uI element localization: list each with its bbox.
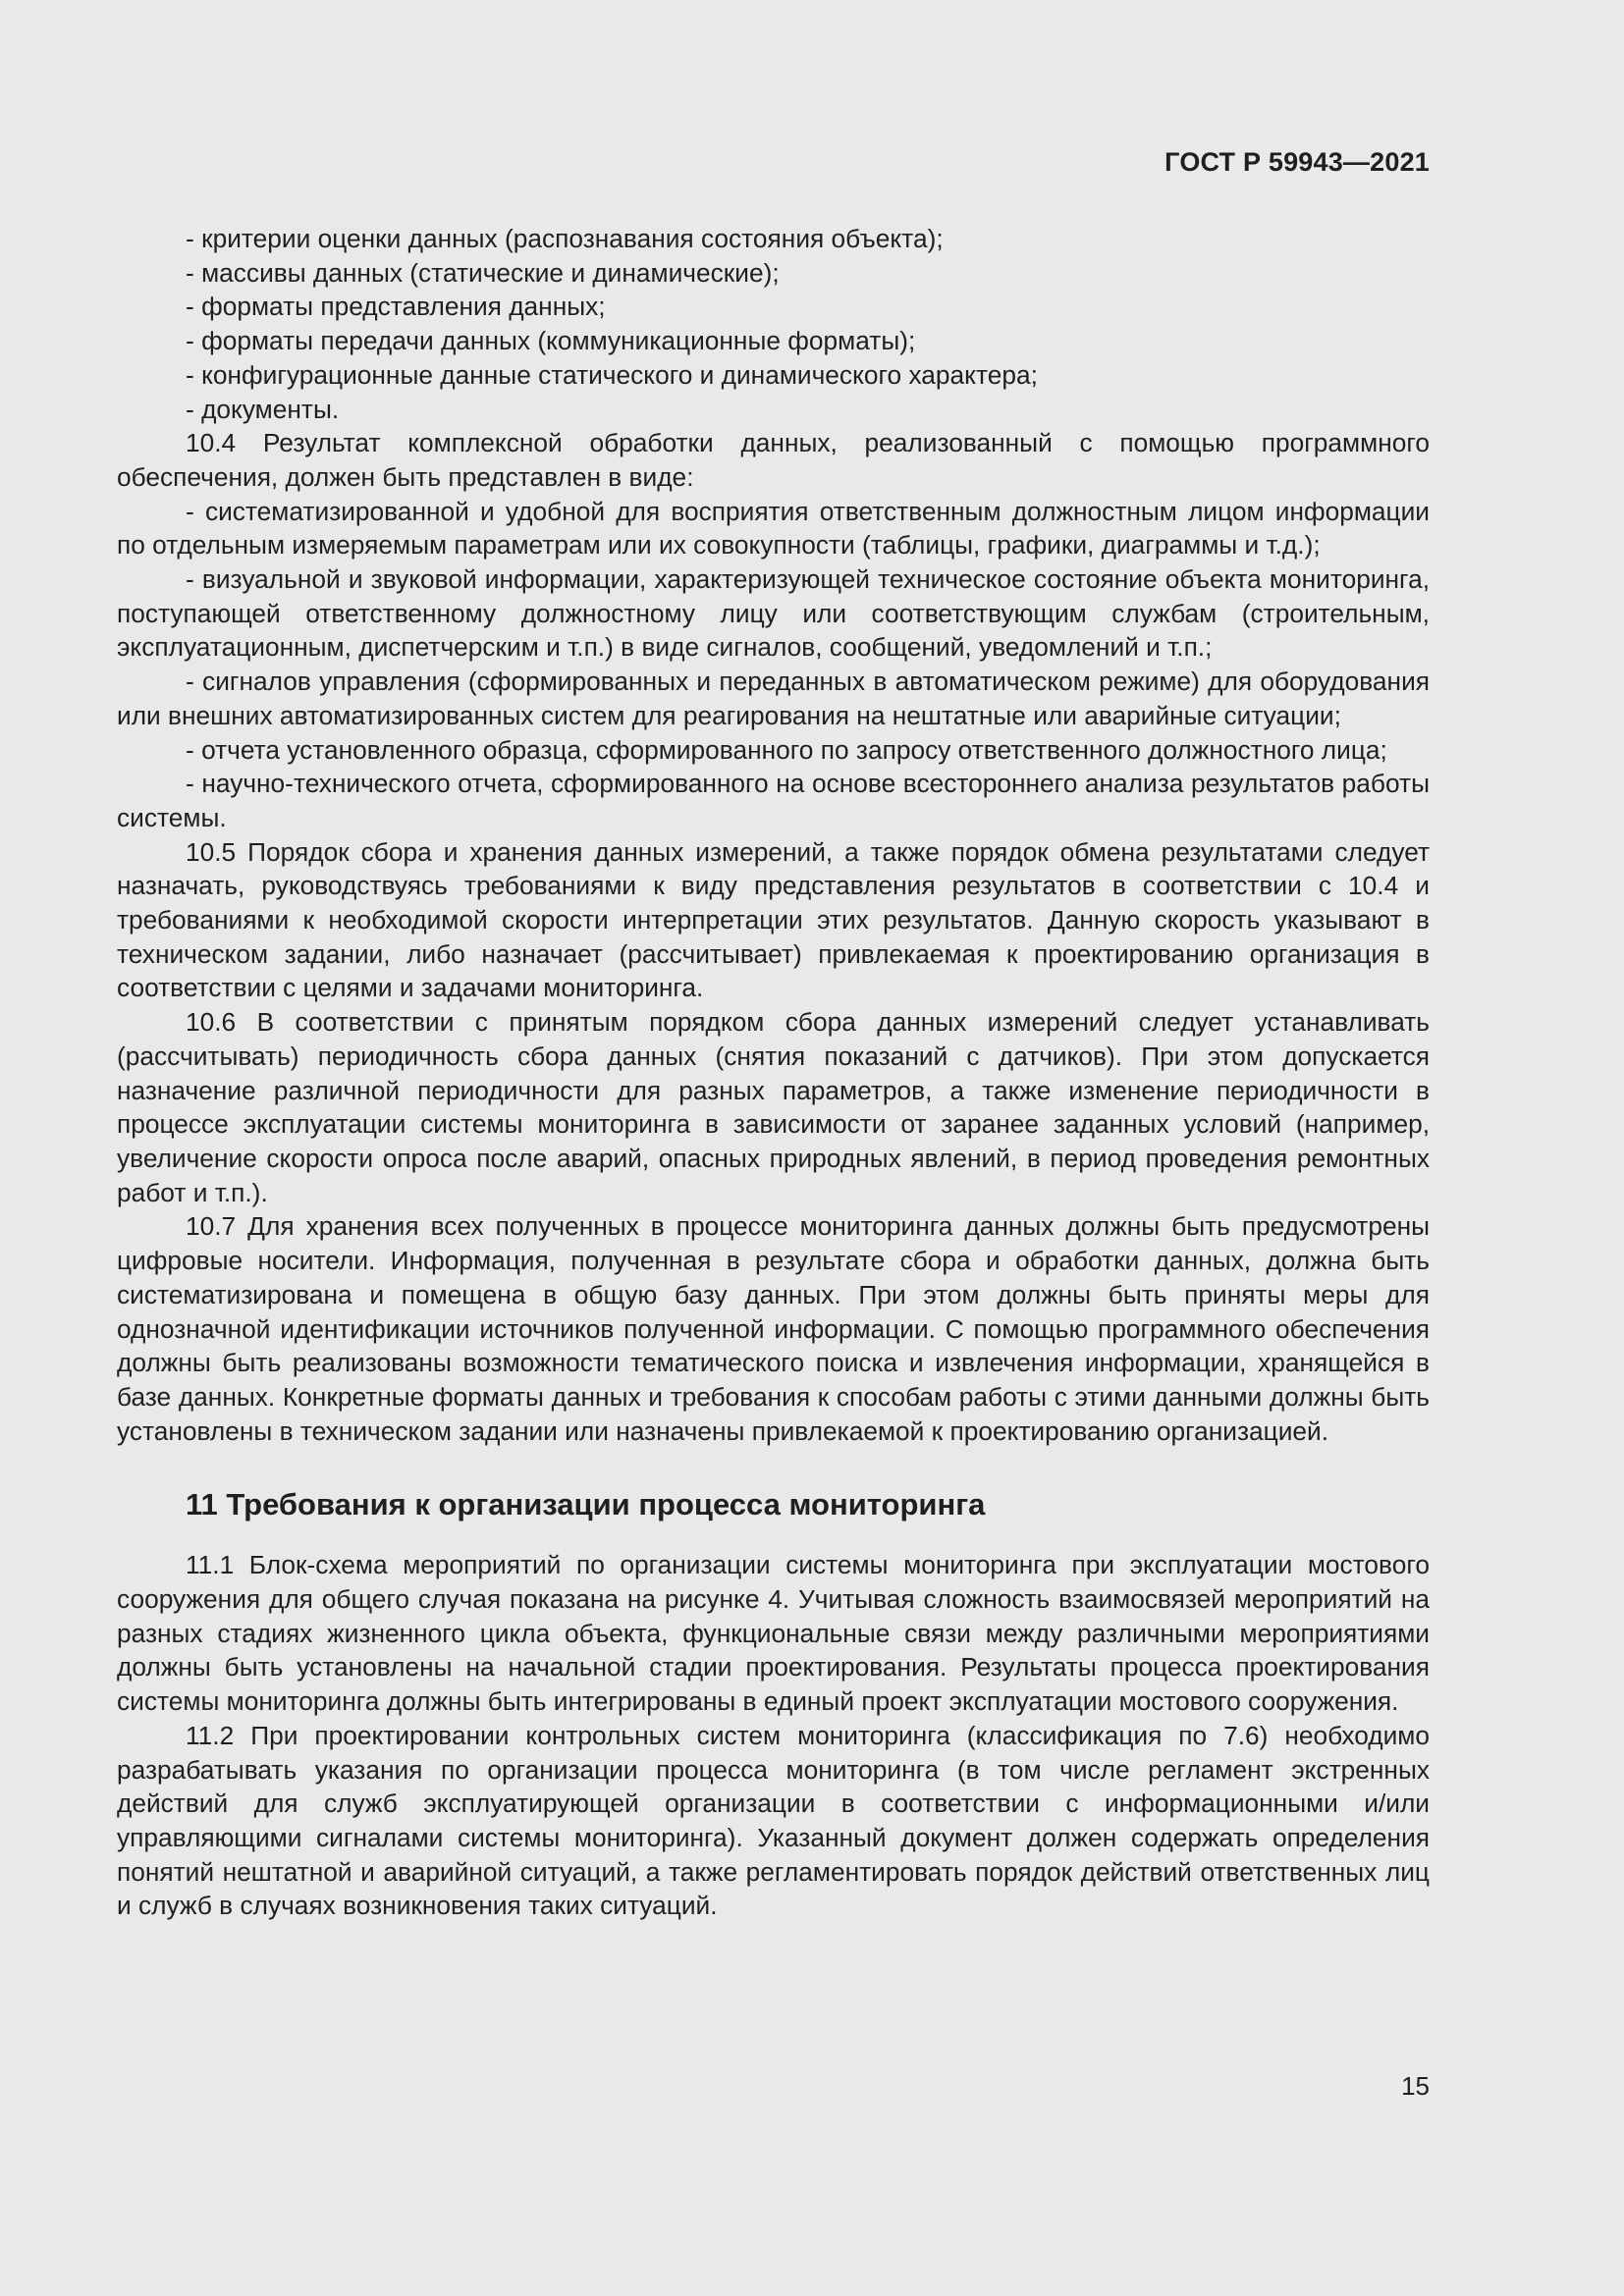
list-item: - массивы данных (статические и динамические);	[186, 257, 780, 288]
clause-10-5: 10.5 Порядок сбора и хранения данных измерений, а также порядок обмена результатами следует назначать, руководствуясь требованиями к виду представления результатов в соответствии с 10.4 и требованиями к необходимой скорости интерпретации этих результатов. Данную скорость указывают в техническом задании, либо назначает (рассчитывает) привлекаемая к проектированию организация в соответствии с целями и задачами мониторинга.	[117, 836, 1430, 1003]
list-item: - форматы передачи данных (коммуникационные форматы);	[186, 326, 916, 356]
document-body	[117, 222, 1430, 1923]
list-item: - научно-технического отчета, сформированного на основе всестороннего анализа результатов работы системы.	[117, 769, 1430, 832]
clause-10-6: 10.6 В соответствии с принятым порядком сбора данных измерений следует устанавливать (рассчитывать) периодичность сбора данных (снятия показаний с датчиков). При этом допускается назначение различной периодичности для разных параметров, а также изменение периодичности в процессе эксплуатации системы мониторинга в зависимости от заранее заданных условий (например, увеличение скорости опроса после аварий, опасных природных явлений, в период проведения ремонтных работ и т.п.).	[117, 1007, 1430, 1207]
list-item: - документы.	[186, 394, 340, 424]
list-item: - отчета установленного образца, сформированного по запросу ответственного должностного лица;	[186, 734, 1387, 765]
list-item: - конфигурационные данные статического и динамического характера;	[186, 359, 1038, 390]
list-item: - систематизированной и удобной для восприятия ответственным должностным лицом информации по отдельным измеряемым параметрам или их совокупности (таблицы, графики, диаграммы и т.д.);	[117, 496, 1430, 561]
clause-10-4: 10.4 Результат комплексной обработки данных, реализованный с помощью программного обеспечения, должен быть представлен в виде:	[117, 428, 1430, 492]
clause-11-2: 11.2 При проектировании контрольных систем мониторинга (классификация по 7.6) необходимо разрабатывать указания по организации процесса мониторинга (в том числе регламент экстренных действий для служб эксплуатирующей организации в соответствии с информационными и/или управляющими сигналами системы мониторинга). Указанный документ должен содержать определения понятий нештатной и аварийной ситуаций, а также регламентировать порядок действий ответственных лиц и служб в случаях возникновения таких ситуаций.	[117, 1720, 1430, 1921]
list-item: - сигналов управления (сформированных и переданных в автоматическом режиме) для оборудования или внешних автоматизированных систем для реагирования на нештатные или аварийные ситуации;	[117, 667, 1430, 730]
clause-10-7: 10.7 Для хранения всех полученных в процессе мониторинга данных должны быть предусмотрены цифровые носители. Информация, полученная в результате сбора и обработки данных, должна быть систематизирована и помещена в общую базу данных. При этом должны быть приняты меры для однозначной идентификации источников полученной информации. С помощью программного обеспечения должны быть реализованы возможности тематического поиска и извлечения информации, хранящейся в базе данных. Конкретные форматы данных и требования к способам работы с этими данными должны быть установлены в техническом задании или назначены привлекаемой к проектированию организацией.	[117, 1211, 1430, 1446]
clause-11-1: 11.1 Блок-схема мероприятий по организации системы мониторинга при эксплуатации мостового сооружения для общего случая показана на рисунке 4. Учитывая сложность взаимосвязей мероприятий на разных стадиях жизненного цикла объекта, функциональные связи между различными мероприятиями должны быть установлены на начальной стадии проектирования. Результаты процесса проектирования системы мониторинга должны быть интегрированы в единый проект эксплуатации мостового сооружения.	[117, 1550, 1430, 1717]
page-number: 15	[1401, 2071, 1430, 2101]
list-item: - форматы представления данных;	[186, 292, 606, 322]
section-heading: 11 Требования к организации процесса мониторинга	[186, 1487, 986, 1522]
list-item: - визуальной и звуковой информации, характеризующей техническое состояние объекта мониторинга, поступающей ответственному должностному лицу или соответствующим службам (строительным, эксплуатационным, диспетчерским и т.п.) в виде сигналов, сообщений, уведомлений и т.п.;	[117, 564, 1430, 663]
list-item: - критерии оценки данных (распознавания состояния объекта);	[186, 224, 944, 253]
document-header: ГОСТ Р 59943—2021	[1164, 147, 1430, 177]
